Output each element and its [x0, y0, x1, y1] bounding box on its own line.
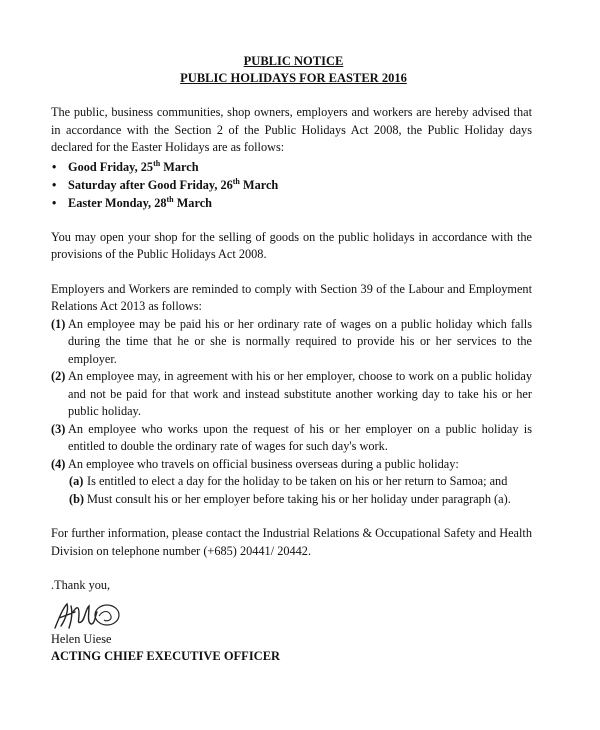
list-item: • Good Friday, 25th March	[52, 158, 199, 174]
signer-role: ACTING CHIEF EXECUTIVE OFFICER	[51, 649, 281, 663]
employers-paragraph: Employers and Workers are reminded to comply with Section 39 of the Labour and Employment Relations Act 2013 as follows:	[51, 281, 532, 313]
signer-name: Helen Uiese	[51, 632, 112, 646]
list-item: (1) An employee may be paid his or her ordinary rate of wages on a public holiday which falls during the time that he or she is normally required to provide his or her services to the employer.	[51, 316, 532, 366]
list-item: • Easter Monday, 28th March	[52, 194, 212, 210]
list-item: (4) An employee who travels on official business overseas during a public holiday: (a) Is entitled to elect a day for the holiday to be taken on his or her return to Samoa; and (b) Must consult his or her employer before taking his or her holiday under paragraph (a).	[51, 456, 532, 509]
bullet-icon: •	[52, 195, 57, 210]
notice-subtitle: PUBLIC HOLIDAYS FOR EASTER 2016	[180, 71, 407, 85]
intro-paragraph: The public, business communities, shop owners, employers and workers are hereby advised that in accordance with the Section 2 of the Public Holidays Act 2008, the Public Holiday days declared for the Easter Holidays are as follows:	[51, 105, 532, 154]
bullet-icon: •	[52, 159, 57, 174]
closing-text: .Thank you,	[51, 578, 111, 592]
rules-list	[51, 316, 532, 509]
list-item: (2) An employee may, in agreement with his or her employer, choose to work on a public holiday and not be paid for that work and instead substitute another working day to take his or her public holiday.	[51, 369, 532, 418]
list-item: (b) Must consult his or her employer before taking his or her holiday under paragraph (a).	[69, 491, 511, 506]
signature-image	[49, 598, 129, 632]
sub-rules-list	[68, 473, 532, 508]
shop-paragraph: You may open your shop for the selling of goods on the public holidays in accordance with the provisions of the Public Holidays Act 2008.	[51, 229, 532, 261]
list-item: (3) An employee who works upon the request of his or her employer on a public holiday is entitled to double the ordinary rate of wages for such day's work.	[51, 421, 532, 453]
list-item: (a) Is entitled to elect a day for the holiday to be taken on his or her return to Samoa; and	[69, 474, 508, 488]
bullet-icon: •	[52, 177, 57, 192]
notice-title: PUBLIC NOTICE	[243, 54, 344, 68]
further-info-paragraph: For further information, please contact the Industrial Relations & Occupational Safety and Health Division on telephone number (+685) 20441/ 20442.	[51, 526, 532, 558]
holiday-list	[51, 158, 532, 212]
list-item: • Saturday after Good Friday, 26th March	[52, 176, 279, 192]
